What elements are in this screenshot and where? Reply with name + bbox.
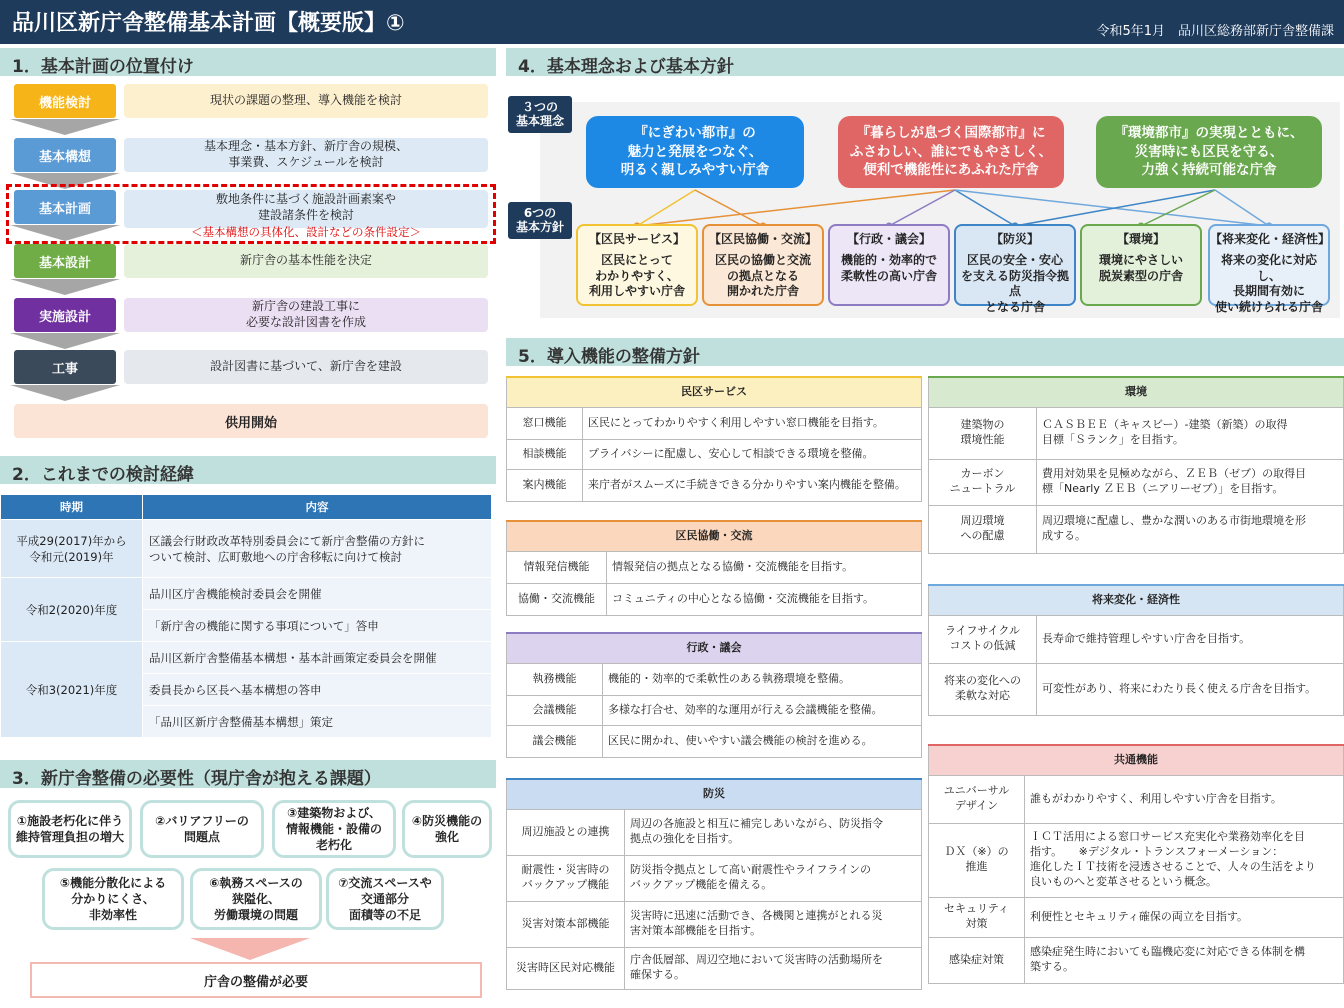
history-item: 「品川区新庁舎整備基本構想」策定	[143, 706, 492, 738]
policy-box	[828, 224, 950, 306]
function-description: 機能的・効率的で柔軟性のある執務環境を整備。	[603, 663, 922, 695]
function-table	[506, 376, 922, 502]
section5-title: 5．導入機能の整備方針	[506, 338, 1344, 366]
function-name: ユニバーサル デザイン	[929, 775, 1025, 823]
flow-step-desc: 現状の課題の整理、導入機能を検討	[124, 84, 488, 118]
philosophy-tag: ３つの 基本理念	[508, 96, 572, 133]
function-table	[506, 632, 922, 758]
function-name: 案内機能	[507, 469, 583, 501]
policy-body: 区民にとって わかりやすく、 利用しやすい庁舎	[588, 253, 685, 299]
function-description: 来庁者がスムーズに手続きできる分かりやすい案内機能を整備。	[583, 469, 922, 501]
section2-title: 2．これまでの検討経緯	[0, 456, 496, 484]
function-row	[507, 855, 922, 901]
function-description: コミュニティの中心となる協働・交流機能を目指す。	[607, 583, 922, 615]
function-description: ＣＡＳＢＥＥ（キャスビー）-建築（新築）の取得 目標「Ｓランク」を目指す。	[1037, 407, 1344, 459]
function-name: 協働・交流機能	[507, 583, 607, 615]
function-table-title: 行政・議会	[507, 633, 922, 663]
flow-step-label: 機能検討	[14, 84, 116, 118]
function-table	[928, 584, 1344, 716]
flow-step-label: 工事	[14, 350, 116, 384]
function-name: 周辺環境 への配慮	[929, 505, 1037, 553]
function-name: セキュリティ 対策	[929, 897, 1025, 937]
policy-body: 機能的・効率的で 柔軟性の高い庁舎	[840, 253, 937, 283]
connector-line	[889, 190, 955, 226]
policy-heading: 【将来変化・経済性】	[1210, 232, 1331, 246]
history-period: 令和3(2021)年度	[1, 642, 143, 738]
date-department: 令和5年1月 品川区総務部新庁舎整備課	[1096, 24, 1334, 39]
function-row	[929, 407, 1344, 459]
function-description: 防災指令拠点として高い耐震性やライフラインの バックアップ機能を備える。	[625, 855, 922, 901]
policy-heading: 【行政・議会】	[846, 232, 931, 246]
function-description: 情報発信の拠点となる協働・交流機能を目指す。	[607, 551, 922, 583]
function-row	[929, 775, 1344, 823]
function-description: 可変性があり、将来にわたり長く使える庁舎を目指す。	[1037, 663, 1344, 715]
function-name: カーボン ニュートラル	[929, 459, 1037, 505]
function-name: 会議機能	[507, 695, 603, 725]
function-row	[507, 809, 922, 855]
connector-line	[1015, 190, 1215, 226]
function-description: 感染症発生時においても臨機応変に対応できる体制を構 築する。	[1025, 937, 1344, 983]
function-name: 感染症対策	[929, 937, 1025, 983]
issue-box: ⑤機能分散化による 分かりにくさ、 非効率性	[42, 868, 184, 930]
function-name: 窓口機能	[507, 407, 583, 439]
issue-box: ④防災機能の 強化	[402, 800, 492, 858]
history-table	[0, 494, 492, 738]
flow-step-label: 基本構想	[14, 138, 116, 172]
function-description: 災害時に迅速に活動でき、各機関と連携がとれる災 害対策本部機能を目指す。	[625, 901, 922, 947]
history-period-header: 時期	[1, 495, 143, 520]
page-title: 品川区新庁舎整備基本計画【概要版】①	[12, 11, 405, 36]
philosophy-box: 『にぎわい都市』の 魅力と発展をつなぐ、 明るく親しみやすい庁舎	[586, 116, 804, 188]
function-description: 庁舎低層部、周辺空地において災害時の活動場所を 確保する。	[625, 947, 922, 989]
history-row	[1, 642, 492, 674]
section4-title: 4．基本理念および基本方針	[506, 48, 1344, 76]
connector-line	[1141, 190, 1215, 226]
function-row	[929, 897, 1344, 937]
connector-line	[637, 190, 955, 226]
function-row	[507, 469, 922, 501]
function-description: 長寿命で維持管理しやすい庁舎を目指す。	[1037, 615, 1344, 663]
policy-heading: 【区民サービス】	[588, 232, 685, 246]
operation-start: 供用開始	[14, 404, 488, 438]
function-row	[507, 947, 922, 989]
function-row	[507, 725, 922, 757]
function-name: 災害対策本部機能	[507, 901, 625, 947]
function-table	[506, 520, 922, 616]
function-name: ＤＸ（※）の 推進	[929, 823, 1025, 897]
function-row	[507, 583, 922, 615]
function-name: 周辺施設との連携	[507, 809, 625, 855]
history-item: 品川区庁舎機能検討委員会を開催	[143, 578, 492, 610]
function-table-header-row	[929, 745, 1344, 775]
issue-box: ③建築物および、 情報機能・設備の 老朽化	[272, 800, 396, 858]
function-row	[929, 823, 1344, 897]
policy-body: 環境にやさしい 脱炭素型の庁舎	[1098, 253, 1183, 283]
function-row	[929, 615, 1344, 663]
function-table-title: 環境	[929, 377, 1344, 407]
function-table-title: 防災	[507, 779, 922, 809]
history-item: 委員長から区長へ基本構想の答申	[143, 674, 492, 706]
policy-body: 区民の安全・安心 を支える防災指令拠点 となる庁舎	[960, 253, 1069, 314]
section3-title: 3．新庁舎整備の必要性（現庁舎が抱える課題）	[0, 760, 496, 788]
function-description: プライバシーに配慮し、安心して相談できる環境を整備。	[583, 439, 922, 469]
function-row	[507, 663, 922, 695]
policy-body: 将来の変化に対応し、 長期間有効に 使い続けられる庁舎	[1214, 253, 1323, 314]
history-period: 令和2(2020)年度	[1, 578, 143, 642]
flow-step-desc: 新庁舎の建設工事に 必要な設計図書を作成	[124, 298, 488, 332]
flow-step-desc: 新庁舎の基本性能を決定	[124, 244, 488, 278]
history-row	[1, 578, 492, 610]
function-row	[507, 439, 922, 469]
stage-note: ＜基本構想の具体化、設計などの条件設定＞	[191, 225, 421, 239]
function-row	[507, 407, 922, 439]
policy-body: 区民の協働と交流 の拠点となる 開かれた庁舎	[714, 253, 811, 299]
flow-step-desc: 敷地条件に基づく施設計画素案や 建設諸条件を検討	[124, 190, 488, 228]
flow-arrow	[10, 385, 120, 401]
function-row	[929, 459, 1344, 505]
policy-tag: 6つの 基本方針	[508, 202, 572, 239]
flow-step-label: 基本計画	[14, 190, 116, 224]
function-name: 執務機能	[507, 663, 603, 695]
history-item: 品川区新庁舎整備基本構想・基本計画策定委員会を開催	[143, 642, 492, 674]
flow-arrow	[10, 333, 120, 349]
issue-box: ⑥執務スペースの 狭隘化、 労働環境の問題	[190, 868, 322, 930]
policy-heading: 【防災】	[990, 232, 1039, 246]
function-description: 区民に開かれ、使いやすい議会機能の検討を進める。	[603, 725, 922, 757]
function-table-header-row	[507, 633, 922, 663]
connector-line	[695, 190, 763, 226]
function-name: 議会機能	[507, 725, 603, 757]
function-table-header-row	[507, 779, 922, 809]
function-table-title: 民区サービス	[507, 377, 922, 407]
function-table-title: 共通機能	[929, 745, 1344, 775]
function-name: 耐震性・災害時の バックアップ機能	[507, 855, 625, 901]
function-table-title: 区民協働・交流	[507, 521, 922, 551]
function-table-header-row	[507, 377, 922, 407]
issue-box: ②バリアフリーの 問題点	[140, 800, 264, 858]
policy-box	[954, 224, 1076, 314]
policy-box	[576, 224, 698, 306]
function-description: 誰もがわかりやすく、利用しやすい庁舎を目指す。	[1025, 775, 1344, 823]
function-name: 相談機能	[507, 439, 583, 469]
function-row	[507, 695, 922, 725]
function-name: 災害時区民対応機能	[507, 947, 625, 989]
policy-box	[1208, 224, 1331, 314]
function-table-title: 将来変化・経済性	[929, 585, 1344, 615]
function-description: ＩＣＴ活用による窓口サービス充実化や業務効率化を目 指す。 ※デジタル・トランスフォーメーション： 進化したＩＴ技術を浸透させることで、人々の生活をより 良いものへと変革させるという概念。	[1025, 823, 1344, 897]
function-row	[507, 901, 922, 947]
issue-box: ①施設老朽化に伴う 維持管理負担の増大	[8, 800, 132, 858]
policy-heading: 【区民協働・交流】	[708, 232, 817, 246]
flow-arrow	[10, 279, 120, 295]
function-table-header-row	[929, 377, 1344, 407]
function-description: 費用対効果を見極めながら、ＺＥＢ（ゼブ）の取得目 標「Nearly ＺＥＢ（ニアリーゼブ）」を目指す。	[1037, 459, 1344, 505]
history-content-header: 内容	[143, 495, 492, 520]
function-row	[929, 505, 1344, 553]
history-item: 区議会行財政改革特別委員会にて新庁舎整備の方針に ついて検討、広町敷地への庁舎移転に向けて検討	[143, 520, 492, 578]
flow-step-desc: 設計図書に基づいて、新庁舎を建設	[124, 350, 488, 384]
philosophy-box: 『環境都市』の実現とともに、 災害時にも区民を守る、 力強く持続可能な庁舎	[1096, 116, 1322, 188]
function-description: 多様な打合せ、効率的な運用が行える会議機能を整備。	[603, 695, 922, 725]
function-name: 建築物の 環境性能	[929, 407, 1037, 459]
function-table-header-row	[507, 521, 922, 551]
function-table-header-row	[929, 585, 1344, 615]
policy-box	[702, 224, 824, 306]
issue-box: ⑦交流スペースや 交通部分 面積等の不足	[326, 868, 444, 930]
history-row	[1, 520, 492, 578]
function-description: 周辺環境に配慮し、豊かな潤いのある市街地環境を形 成する。	[1037, 505, 1344, 553]
function-row	[929, 937, 1344, 983]
function-table	[506, 778, 922, 990]
function-name: ライフサイクル コストの低減	[929, 615, 1037, 663]
conclusion-box: 庁舎の整備が必要	[30, 962, 482, 998]
function-name: 将来の変化への 柔軟な対応	[929, 663, 1037, 715]
policy-box	[1080, 224, 1202, 306]
flow-step-label: 基本設計	[14, 244, 116, 278]
flow-step-desc: 基本理念・基本方針、新庁舎の規模、 事業費、スケジュールを検討	[124, 138, 488, 172]
flow-arrow	[10, 119, 120, 135]
function-table	[928, 376, 1344, 554]
flow-step-label: 実施設計	[14, 298, 116, 332]
function-description: 周辺の各施設と相互に補完しあいながら、防災指令 拠点の強化を目指す。	[625, 809, 922, 855]
section1-title: 1．基本計画の位置付け	[0, 48, 496, 76]
function-row	[929, 663, 1344, 715]
history-item: 「新庁舎の機能に関する事項について」答申	[143, 610, 492, 642]
policy-heading: 【環境】	[1116, 232, 1165, 246]
function-description: 区民にとってわかりやすく利用しやすい窓口機能を目指す。	[583, 407, 922, 439]
page-header	[0, 0, 1344, 44]
function-table	[928, 744, 1344, 984]
philosophy-box: 『暮らしが息づく国際都市』に ふさわしい、誰にでもやさしく、 便利で機能性にあふれた庁舎	[838, 116, 1064, 188]
history-period: 平成29(2017)年から 令和元(2019)年	[1, 520, 143, 578]
down-arrow	[190, 938, 310, 960]
function-description: 利便性とセキュリティ確保の両立を目指す。	[1025, 897, 1344, 937]
function-name: 情報発信機能	[507, 551, 607, 583]
function-row	[507, 551, 922, 583]
